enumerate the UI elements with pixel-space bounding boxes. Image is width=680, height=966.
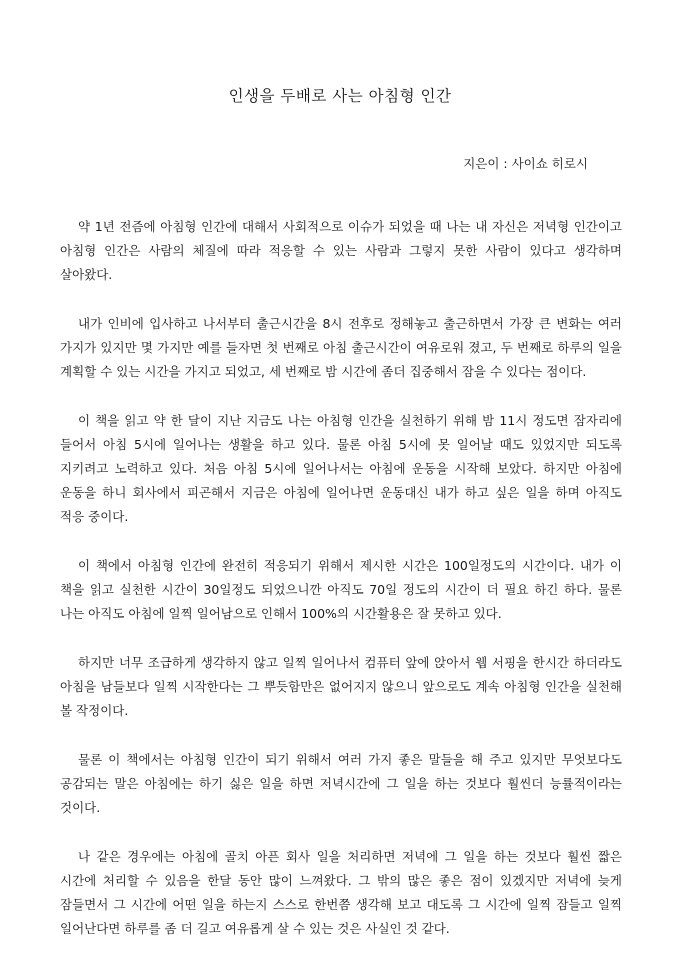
paragraph-7: 나 같은 경우에는 아침에 골치 아픈 회사 일을 처리하면 저녁에 그 일을 하는 것보다 훨씬 짧은 시간에 처리할 수 있음을 한달 동안 많이 느껴왔다. 그 밖의 많은 좋은 점이 있겠지만 저녁에 늦게 잠들면서 그 시간에 어떤 일을 하는지 스스로 한번쯤 생각해 보고 대도록 그 시간에 일찍 잠들고 일찍 일어난다면 하루를 좀 더 길고 여유롭게 살 수 있는 것은 사실인 것 같다. <box>60 849 622 936</box>
paragraph-6: 물론 이 책에서는 아침형 인간이 되기 위해서 여러 가지 좋은 말들을 해 주고 있지만 무엇보다도 공감되는 말은 아침에는 하기 싫은 일을 하면 저녁시간에 그 일을 하는 것보다 훨씬더 능률적이라는 것이다. <box>60 752 622 815</box>
paragraph-4: 이 책에서 아침형 인간에 완전히 적응되기 위해서 제시한 시간은 100일정도의 시간이다. 내가 이 책을 읽고 실천한 시간이 30일정도 되었으니깐 아직도 70일 정도의 시간이 더 필요 하긴 하다. 물론 나는 아직도 아침에 일찍 일어남으로 인해서 100%의 시간활용은 잘 못하고 있다. <box>60 558 622 621</box>
paragraph-3: 이 책을 읽고 약 한 달이 지난 지금도 나는 아침형 인간을 실천하기 위해 밤 11시 정도면 잠자리에 들어서 아침 5시에 일어나는 생활을 하고 있다. 물론 아침 5시에 못 일어날 때도 있었지만 되도록 지키려고 노력하고 있다. 처음 아침 5시에 일어나서는 아침에 운동을 시작해 보았다. 하지만 아침에 운동을 하니 회사에서 피곤해서 지금은 아침에 일어나면 운동대신 내가 하고 싶은 일을 하며 아직도 적응 중이다. <box>60 413 622 524</box>
document-author: 지은이 : 사이쇼 히로시 <box>463 156 588 171</box>
document-title: 인생을 두배로 사는 아침형 인간 <box>228 87 452 105</box>
document-body <box>60 215 622 966</box>
paragraph-1: 약 1년 전즘에 아침형 인간에 대해서 사회적으로 이슈가 되었을 때 나는 내 자신은 저녁형 인간이고 아침형 인간은 사람의 체질에 따라 적응할 수 있는 사람과 그렇지 못한 사람이 있다고 생각하며 살아왔다. <box>60 219 622 282</box>
paragraph-2: 내가 인비에 입사하고 나서부터 출근시간을 8시 전후로 정해놓고 출근하면서 가장 큰 변화는 여러 가지가 있지만 몇 가지만 예를 들자면 첫 번째로 아침 출근시간이 여유로워 졌고, 두 번째로 하루의 일을 계획할 수 있는 시간을 가지고 되었고, 세 번째로 밤 시간에 좀더 집중해서 잠을 수 있다는 점이다. <box>60 316 622 379</box>
paragraph-5: 하지만 너무 조급하게 생각하지 않고 일찍 일어나서 컴퓨터 앞에 앉아서 웹 서핑을 한시간 하더라도 아침을 남들보다 일찍 시작한다는 그 뿌듯함만은 없어지지 않으니 앞으로도 계속 아침형 인간을 실천해 볼 작정이다. <box>60 655 622 718</box>
